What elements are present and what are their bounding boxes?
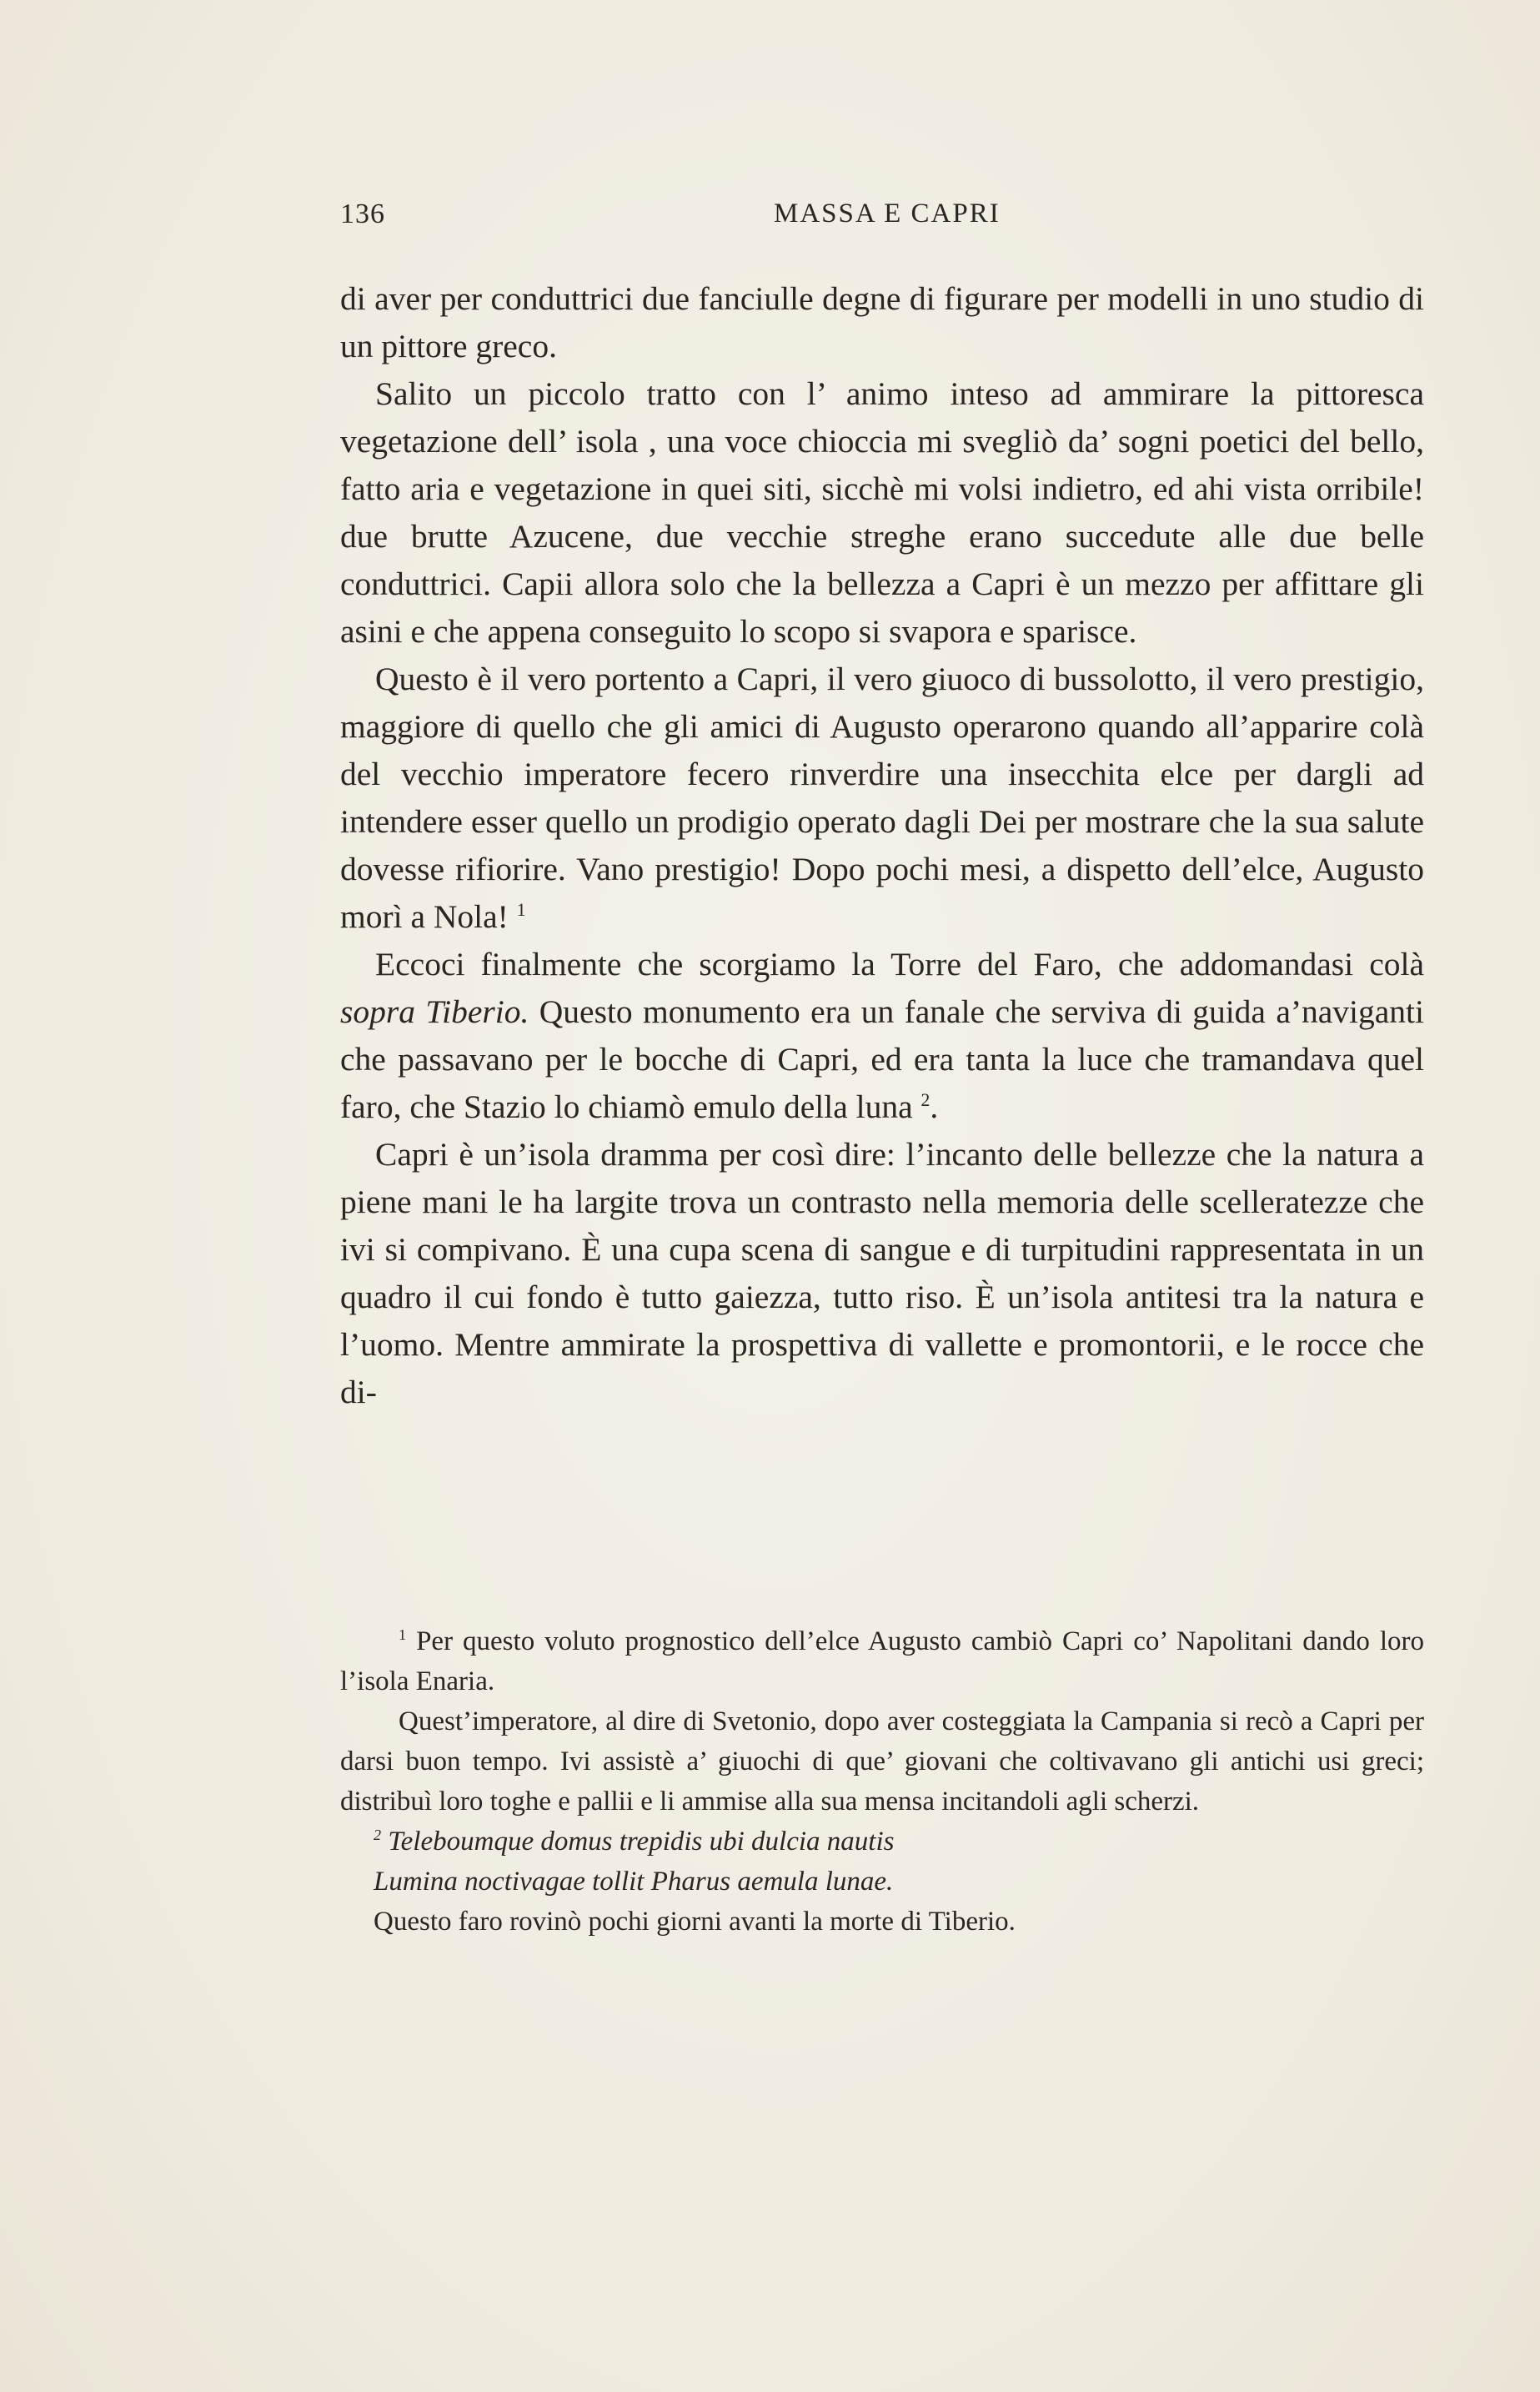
body-text bbox=[340, 275, 1424, 1416]
paragraph-5 bbox=[340, 1131, 1424, 1416]
footnote-1-continuation-text: Quest’imperatore, al dire di Svetonio, dopo aver costeggiata la Campania si recò a Capri per darsi buon tempo. Ivi assistè a’ giuochi di que’ giovani che coltivavano gli antichi usi greci; distribuì loro toghe e pallii e li ammise alla sua mensa incitandoli agli scherzi. bbox=[340, 1706, 1424, 1817]
footnote-2-continuation bbox=[340, 1902, 1424, 1942]
paragraph-1 bbox=[340, 275, 1424, 370]
paragraph-3-text: Questo è il vero portento a Capri, il vero giuoco di bussolotto, il vero prestigio, maggiore di quello che gli amici di Augusto operarono quando all’apparire colà del vecchio imperatore fecero rinverdire una insecchita elce per dargli ad intendere esser quello un prodigio operato dagli Dei per mostrare che la sua salute dovesse rifiorire. Vano prestigio! Dopo pochi mesi, a dispetto dell’elce, Augusto morì a Nola! bbox=[340, 661, 1424, 935]
footnote-2-verse-2 bbox=[340, 1862, 1424, 1902]
paragraph-2 bbox=[340, 370, 1424, 656]
footnote-ref-2: 2 bbox=[920, 1089, 931, 1110]
footnote-2-mark: 2 bbox=[374, 1827, 382, 1843]
paragraph-4: Eccoci finalmente che scorgiamo la Torre del Faro, che addomandasi colà sopra Tiberio. Questo monumento era un fanale che serviva di guida a’naviganti che passavano per le bocche di Capri, ed era tanta la luce che tramandava quel faro, che Stazio lo chiamò emulo della luna $^2$. bbox=[340, 946, 1425, 1125]
footnote-1-mark: 1 bbox=[399, 1626, 407, 1643]
page-number: 136 bbox=[340, 198, 385, 229]
footnote-ref-1: 1 bbox=[516, 899, 526, 920]
footnote-2-verse-2-text: Lumina noctivagae tollit Pharus aemula lunae. bbox=[374, 1867, 894, 1897]
footnote-1-continuation bbox=[340, 1701, 1424, 1822]
footnote-2-verse-1 bbox=[340, 1822, 1424, 1862]
footnote-1 bbox=[340, 1621, 1424, 1701]
paragraph-4-text-b: Questo monumento era un fanale che serviva di guida a’naviganti che passavano per le bocche di Capri, ed era tanta la luce che tramandava quel faro, che Stazio lo chiamò emulo della luna bbox=[340, 993, 1425, 1125]
footnote-1-text: Per questo voluto prognostico dell’elce Augusto cambiò Capri co’ Napolitani dando loro l’isola Enaria. bbox=[340, 1626, 1425, 1696]
paragraph-4-text-a: Eccoci finalmente che scorgiamo la Torre del Faro, che addomandasi colà bbox=[375, 946, 1424, 982]
running-title: MASSA E CAPRI bbox=[774, 198, 1001, 229]
paragraph-4-italic: sopra Tiberio. bbox=[340, 993, 529, 1030]
paragraph-1-text: di aver per conduttrici due fanciulle degne di figurare per modelli in uno studio di un pittore greco. bbox=[340, 280, 1424, 364]
page-header bbox=[340, 198, 1424, 249]
footnote-2-continuation-text: Questo faro rovinò pochi giorni avanti la morte di Tiberio. bbox=[374, 1907, 1016, 1937]
footnotes bbox=[340, 1621, 1424, 1942]
paragraph-2-text: Salito un piccolo tratto con l’ animo inteso ad ammirare la pittoresca vegetazione dell’ isola , una voce chioccia mi svegliò da’ sogni poetici del bello, fatto aria e vegetazione in quei siti, sicchè mi volsi indietro, ed ahi vista orribile! due brutte Azucene, due vecchie streghe erano succedute alle due belle conduttrici. Capii allora solo che la bellezza a Capri è un mezzo per affittare gli asini e che appena conseguito lo scopo si svapora e sparisce. bbox=[340, 375, 1424, 650]
paragraph-5-text: Capri è un’isola dramma per così dire: l’incanto delle bellezze che la natura a piene mani le ha largite trova un contrasto nella memoria delle scelleratezze che ivi si compivano. È una cupa scena di sangue e di turpitudini rappresentata in un quadro il cui fondo è tutto gaiezza, tutto riso. È un’isola antitesi tra la natura e l’uomo. Mentre ammirate la prospettiva di vallette e promontorii, e le rocce che di- bbox=[340, 1136, 1424, 1410]
footnote-2-verse-1-text: Teleboumque domus trepidis ubi dulcia nautis bbox=[388, 1827, 895, 1857]
paragraph-3 bbox=[340, 656, 1424, 941]
